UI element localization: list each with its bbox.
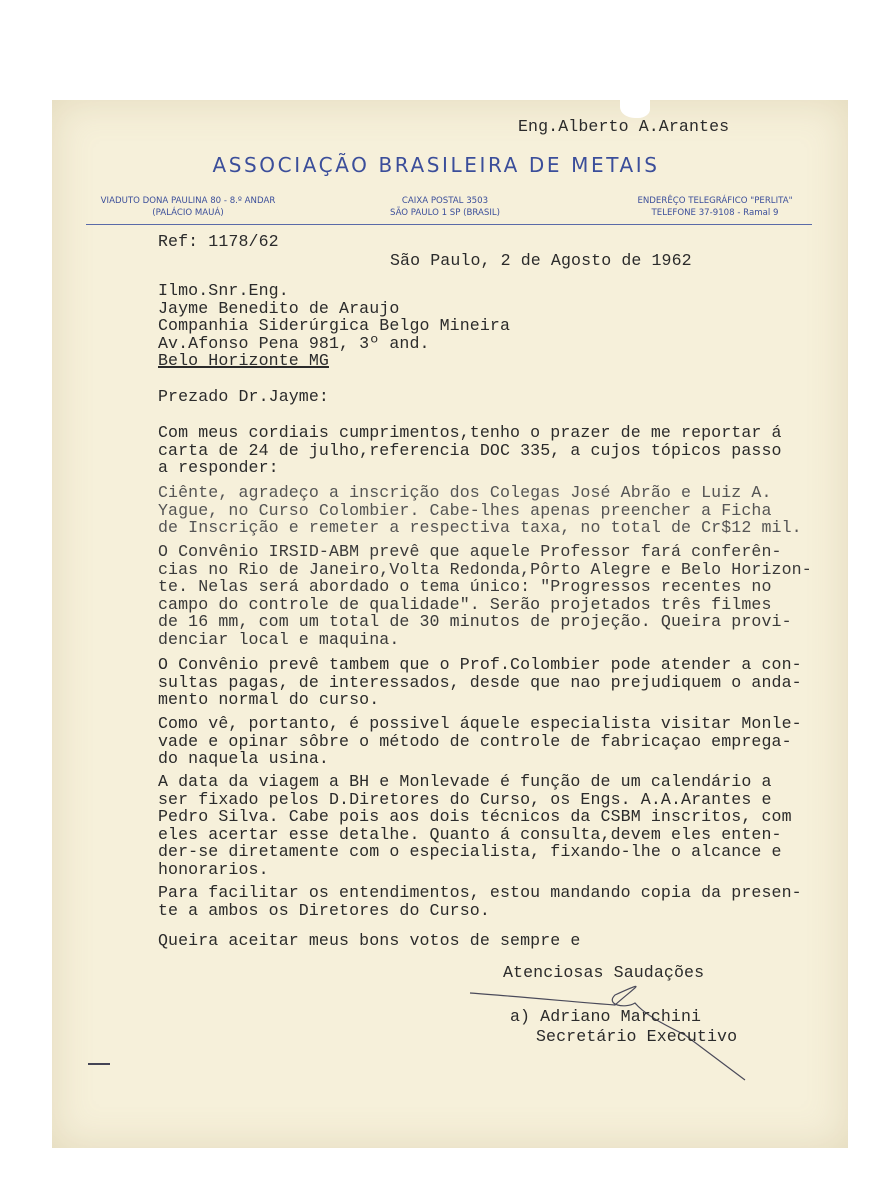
text-line: Queira aceitar meus bons votos de sempre e: [158, 931, 581, 950]
text-line: campo do controle de qualidade". Serão projetados três filmes: [158, 594, 772, 614]
address-line: Belo Horizonte MG: [158, 351, 329, 371]
text-line: cias no Rio de Janeiro,Volta Redonda,Pôrto Alegre e Belo Horizon-: [158, 559, 812, 579]
letterhead-title: ASSOCIAÇÃO BRASILEIRA DE METAIS: [212, 153, 660, 177]
paragraph: [158, 932, 580, 950]
salutation: Prezado Dr.Jayme:: [158, 387, 329, 406]
letterhead-telegraph-line: TELEFONE 37-9108 - Ramal 9: [651, 208, 779, 218]
text-line: carta de 24 de julho,referencia DOC 335, a cujos tópicos passo: [158, 440, 782, 460]
text-line: eles acertar esse detalhe. Quanto á consulta,devem eles enten-: [158, 824, 782, 844]
letterhead-telegraph-line: ENDERÊÇO TELEGRÁFICO "PERLITA": [637, 196, 793, 206]
address-line: Jayme Benedito de Araujo: [158, 298, 400, 318]
letterhead-address: [70, 195, 306, 219]
text-line: Com meus cordiais cumprimentos,tenho o prazer de me reportar á: [158, 423, 782, 442]
text-line: Pedro Silva. Cabe pois aos dois técnicos da CSBM inscritos, com: [158, 807, 792, 827]
closing: Atenciosas Saudações: [503, 963, 705, 982]
letterhead-address-line: (PALÁCIO MAUÁ): [152, 208, 224, 218]
text-line: Ciênte, agradeço a inscrição dos Colegas José Abrão e Luiz A.: [158, 483, 772, 502]
reference: Ref: 1178/62: [158, 232, 279, 251]
paragraph: [158, 715, 802, 768]
text-line: Para facilitar os entendimentos, estou mandando copia da presen-: [158, 883, 802, 902]
text-line: te. Nelas será abordado o tema único: "Progressos recentes no: [158, 577, 772, 597]
text-line: mento normal do curso.: [158, 690, 380, 710]
text-line: ser fixado pelos D.Diretores do Curso, os Engs. A.A.Arantes e: [158, 789, 772, 809]
address-line: Ilmo.Snr.Eng.: [158, 281, 289, 300]
letterhead-address-line: VIADUTO DONA PAULINA 80 - 8.º ANDAR: [100, 196, 276, 206]
letterhead-divider: [86, 224, 812, 225]
text-line: de 16 mm, com um total de 30 minutos de projeção. Queira provi-: [158, 612, 792, 632]
text-line: honorarios.: [158, 859, 269, 879]
text-line: der-se diretamente com o especialista, fixando-lhe o alcance e: [158, 842, 782, 862]
paragraph: [158, 656, 802, 709]
letterhead-telegraph: [600, 195, 830, 219]
annotation-top: Eng.Alberto A.Arantes: [518, 117, 730, 136]
text-line: te a ambos os Diretores do Curso.: [158, 900, 490, 920]
letterhead-postal-line: SÃO PAULO 1 SP (BRASIL): [389, 208, 501, 218]
letterhead-postal-line: CAIXA POSTAL 3503: [401, 196, 489, 206]
date: São Paulo, 2 de Agosto de 1962: [390, 251, 692, 270]
paragraph: [158, 884, 802, 919]
text-line: denciar local e maquina.: [158, 629, 400, 649]
text-line: Yague, no Curso Colombier. Cabe-lhes apenas preencher a Ficha: [158, 500, 772, 520]
text-line: de Inscrição e remeter a respectiva taxa, no total de Cr$12 mil.: [158, 518, 802, 538]
letterhead-postal: [360, 195, 530, 219]
text-line: Como vê, portanto, é possivel áquele especialista visitar Monle-: [158, 714, 802, 733]
paragraph: [158, 424, 782, 477]
paragraph: [158, 484, 802, 537]
text-line: sultas pagas, de interessados, desde que nao prejudiquem o anda-: [158, 672, 802, 692]
address-line: Av.Afonso Pena 981, 3º and.: [158, 333, 430, 353]
text-line: A data da viagem a BH e Monlevade é função de um calendário a: [158, 772, 772, 791]
address-line: Companhia Siderúrgica Belgo Mineira: [158, 316, 511, 336]
text-line: O Convênio IRSID-ABM prevê que aquele Professor fará conferên-: [158, 542, 782, 561]
text-line: a responder:: [158, 458, 279, 478]
signer-title: Secretário Executivo: [536, 1027, 738, 1046]
paper-tear: [620, 96, 650, 118]
signer-name: a) Adriano Marchini: [510, 1007, 702, 1026]
text-line: O Convênio prevê tambem que o Prof.Colombier pode atender a con-: [158, 655, 802, 674]
paragraph: [158, 543, 812, 649]
paragraph: [158, 773, 792, 879]
text-line: vade e opinar sôbre o método de controle de fabricaçao emprega-: [158, 731, 792, 751]
recipient-address: [158, 282, 510, 370]
text-line: do naquela usina.: [158, 749, 329, 769]
fold-mark: [88, 1063, 110, 1065]
